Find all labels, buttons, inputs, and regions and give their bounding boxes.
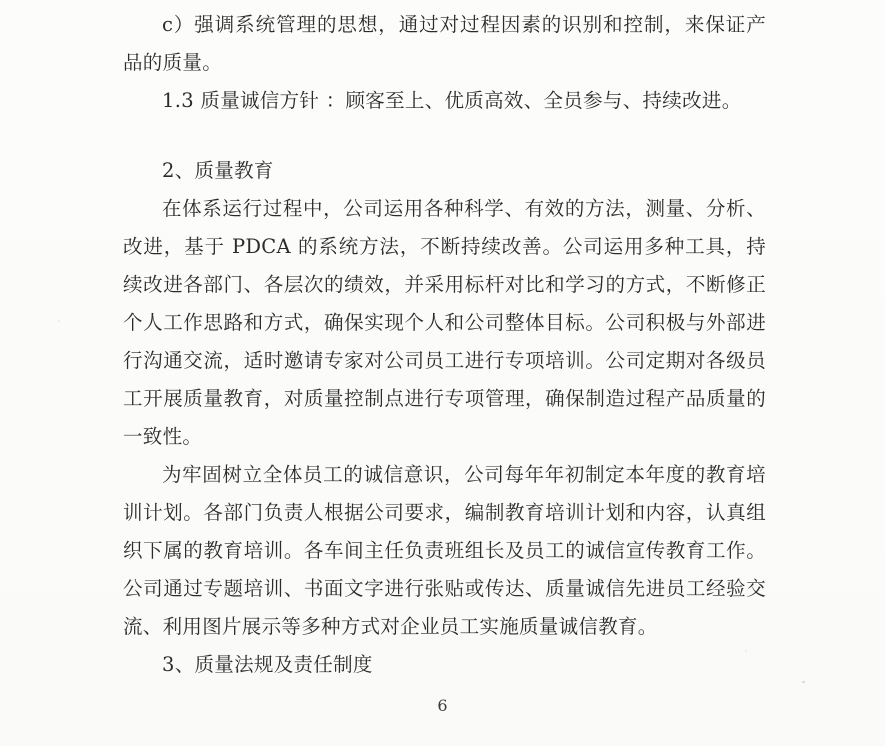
paragraph-system-management: c）强调系统管理的思想，通过对过程因素的识别和控制，来保证产品的质量。 bbox=[123, 13, 766, 74]
paragraph-quality-integrity-policy: 1.3 质量诚信方针 ：顾客至上、优质高效、全员参与、持续改进。 bbox=[162, 89, 742, 112]
heading-quality-regulations: 3、质量法规及责任制度 bbox=[162, 653, 373, 676]
heading-quality-education: 2、质量教育 bbox=[162, 159, 274, 182]
blank-line bbox=[123, 120, 766, 152]
document-body bbox=[123, 6, 766, 684]
paragraph-pdca-improvement: 在体系运行过程中，公司运用各种科学、有效的方法，测量、分析、改进，基于 PDCA 的系统方法，不断持续改善。公司运用多种工具，持续改进各部门、各层次的绩效，并采用标杆对比和学习的方式，不断修正个人工作思路和方式，确保实现个人和公司整体目标。公司积极与外部进行沟通交流，适时邀请专家对公司员工进行专项培训。公司定期对各级员工开展质量教育，对质量控制点进行专项管理，确保制造过程产品质量的一致性。 bbox=[123, 197, 766, 448]
scan-speck bbox=[802, 681, 805, 683]
scan-speck bbox=[58, 320, 60, 322]
page-number: 6 bbox=[437, 696, 448, 715]
paragraph-integrity-training: 为牢固树立全体员工的诚信意识，公司每年年初制定本年度的教育培训计划。各部门负责人根据公司要求，编制教育培训计划和内容，认真组织下属的教育培训。各车间主任负责班组长及员工的诚信宣传教育工作。公司通过专题培训、书面文字进行张贴或传达、质量诚信先进员工经验交流、利用图片展示等多种方式对企业员工实施质量诚信教育。 bbox=[123, 463, 766, 638]
